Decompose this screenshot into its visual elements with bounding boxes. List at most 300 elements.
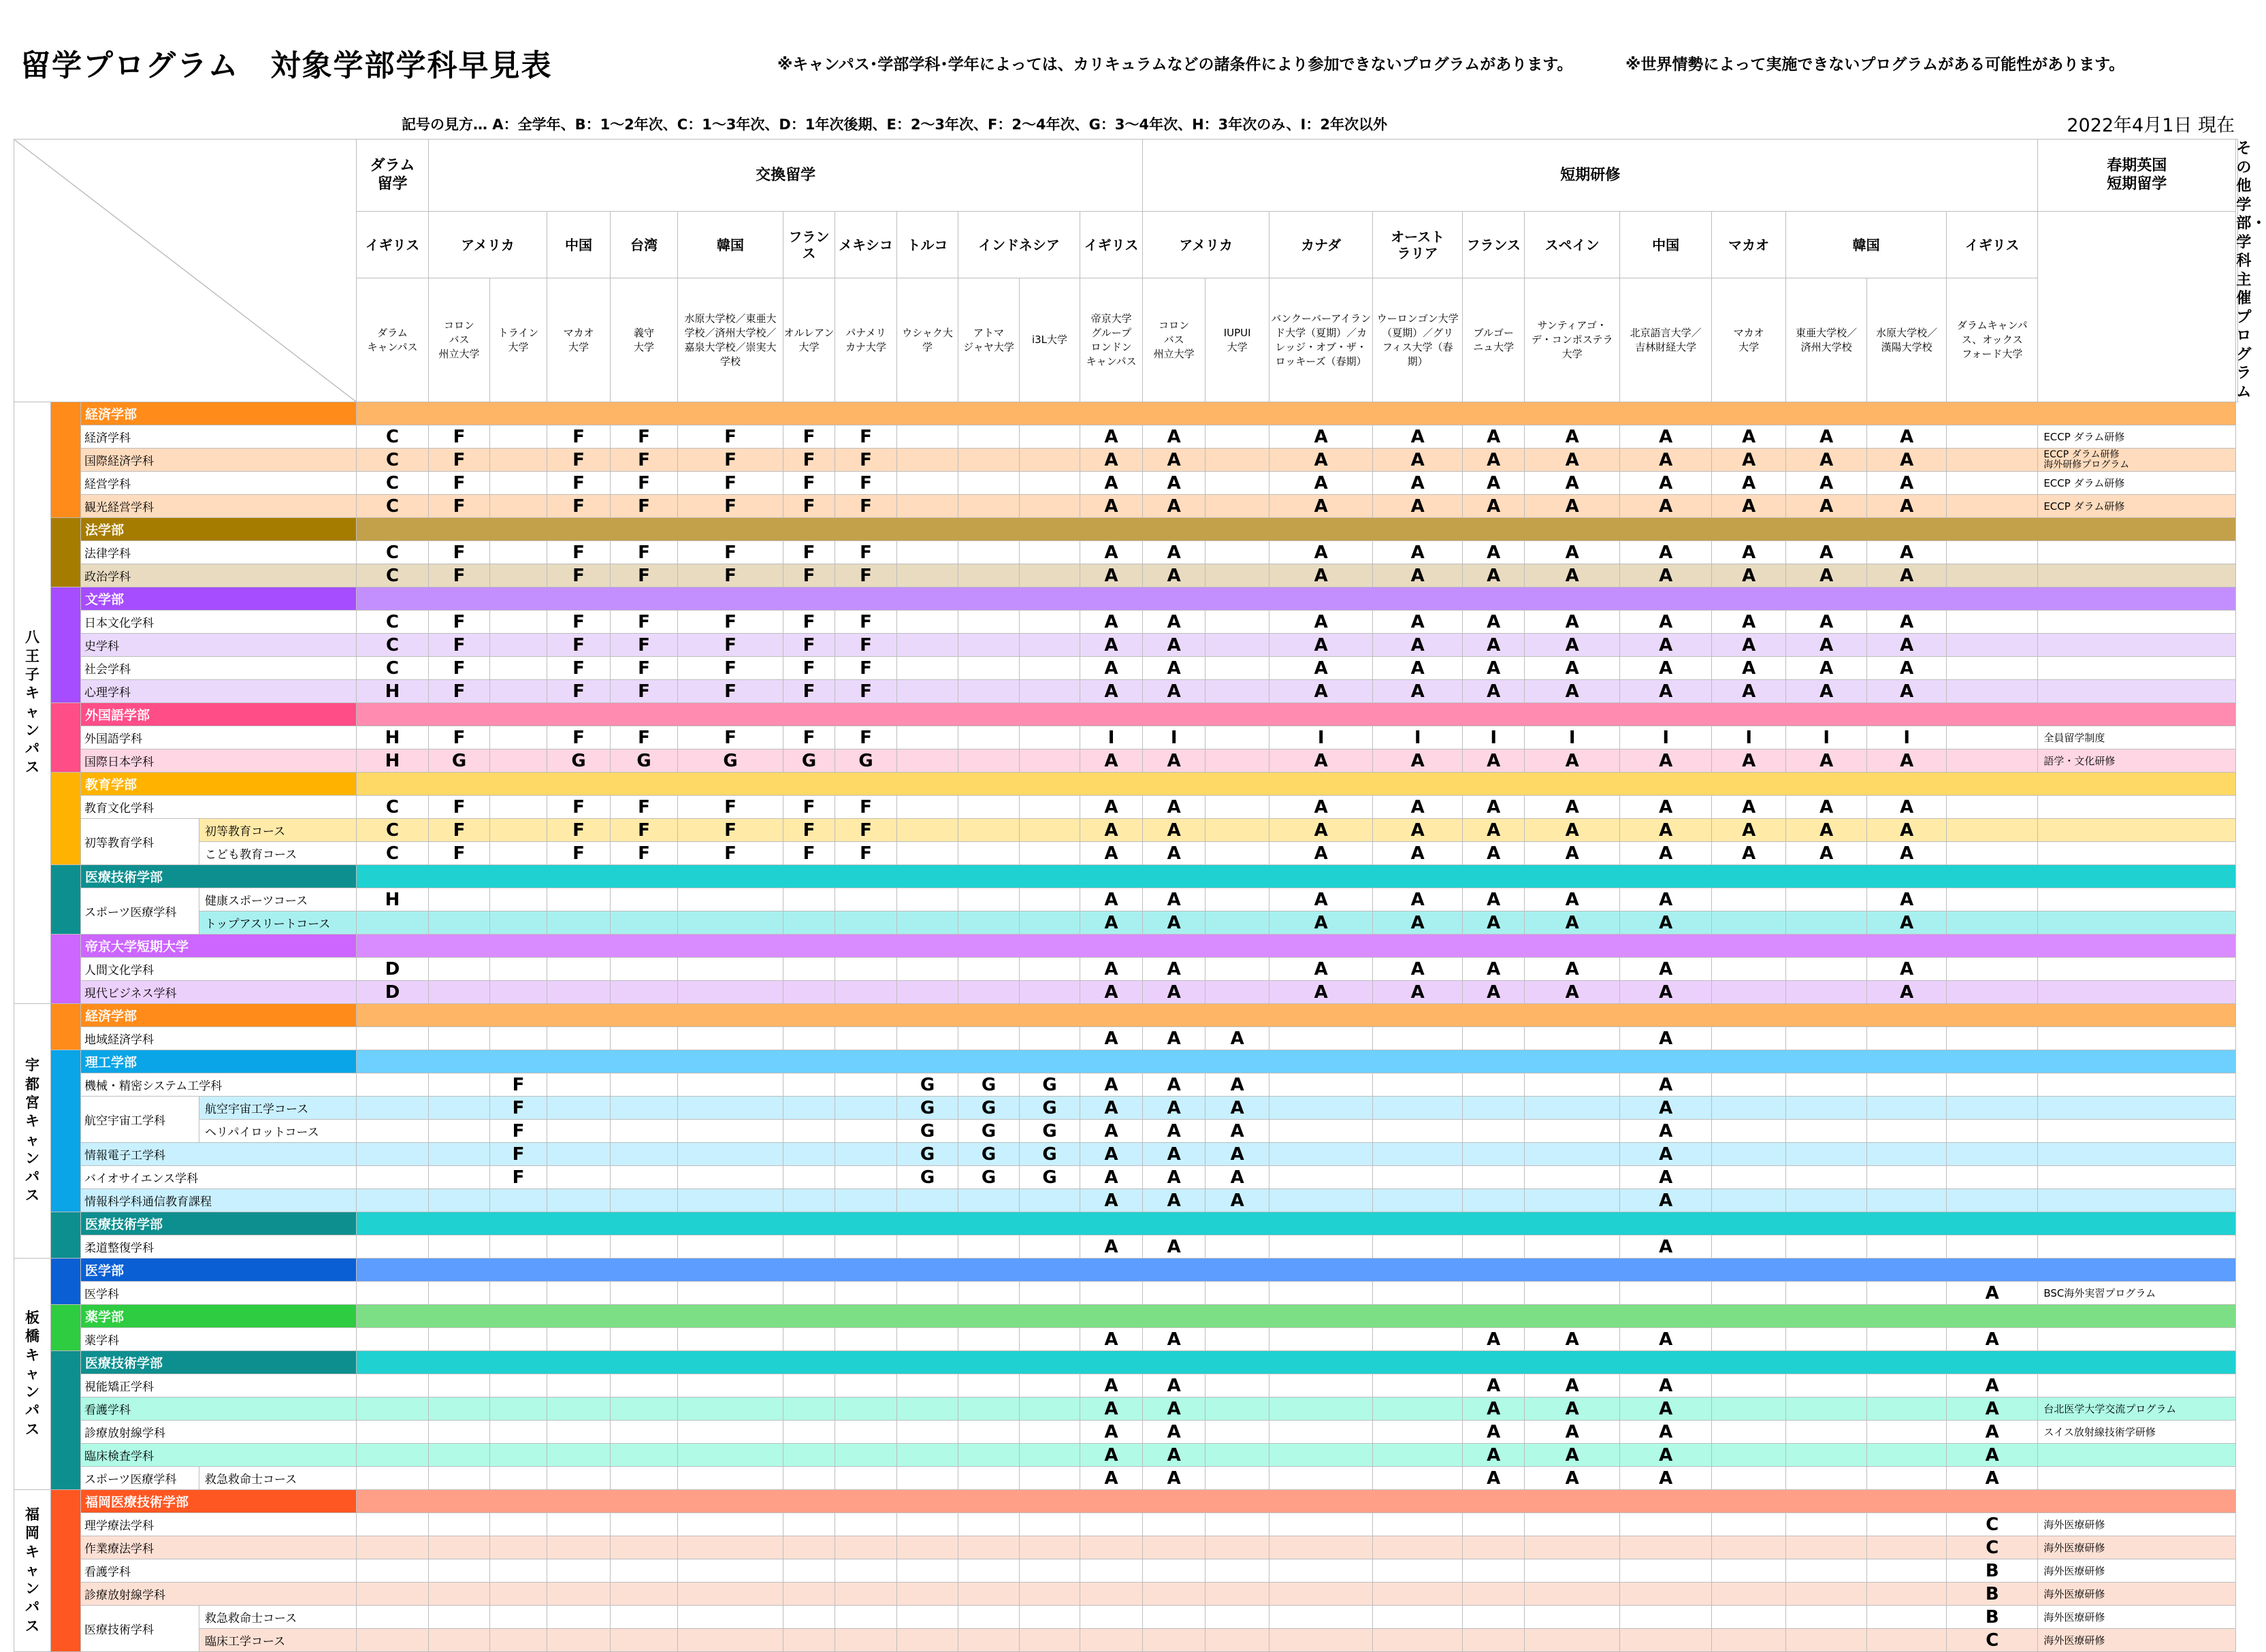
eligibility-cell: A xyxy=(1143,1143,1205,1166)
eligibility-cell xyxy=(1020,1513,1080,1536)
eligibility-cell xyxy=(1373,1606,1463,1629)
eligibility-cell xyxy=(1269,1073,1373,1097)
eligibility-cell xyxy=(1786,1143,1867,1166)
program-name: 看護学科 xyxy=(81,1397,357,1421)
other-program xyxy=(2038,564,2236,587)
eligibility-cell: F xyxy=(783,842,835,865)
eligibility-cell xyxy=(678,1120,783,1143)
department-band xyxy=(357,703,2236,726)
eligibility-cell: A xyxy=(1373,796,1463,819)
school-header: パナメリ カナ大学 xyxy=(835,278,897,402)
other-program: 海外医療研修 xyxy=(2038,1536,2236,1559)
eligibility-cell xyxy=(958,726,1020,749)
country-header: 中国 xyxy=(547,211,611,278)
country-header: 韓国 xyxy=(1786,211,1947,278)
eligibility-cell: A xyxy=(1373,888,1463,911)
eligibility-cell xyxy=(678,1143,783,1166)
eligibility-cell xyxy=(1525,1166,1620,1189)
eligibility-cell xyxy=(958,657,1020,680)
column-group-header: 交換留学 xyxy=(429,140,1143,212)
eligibility-cell: F xyxy=(429,680,490,703)
eligibility-cell xyxy=(1373,1189,1463,1212)
department-name: 医療技術学部 xyxy=(81,1212,357,1235)
eligibility-cell xyxy=(783,1421,835,1444)
eligibility-cell xyxy=(490,611,547,634)
eligibility-cell: A xyxy=(1080,1421,1143,1444)
eligibility-cell xyxy=(958,1328,1020,1351)
other-program: 海外医療研修 xyxy=(2038,1513,2236,1536)
eligibility-cell xyxy=(958,1444,1020,1467)
eligibility-cell: A xyxy=(1620,1467,1712,1490)
eligibility-cell: F xyxy=(429,819,490,842)
eligibility-cell: A xyxy=(1786,634,1867,657)
eligibility-cell xyxy=(1020,1328,1080,1351)
eligibility-cell xyxy=(1269,1282,1373,1305)
eligibility-cell xyxy=(783,1374,835,1397)
country-header: イギリス xyxy=(1080,211,1143,278)
eligibility-cell: A xyxy=(1786,842,1867,865)
eligibility-cell xyxy=(1867,1120,1947,1143)
program-name: 史学科 xyxy=(81,634,357,657)
eligibility-cell xyxy=(357,1536,429,1559)
eligibility-cell xyxy=(490,981,547,1004)
eligibility-cell: A xyxy=(1525,611,1620,634)
eligibility-cell: A xyxy=(1712,749,1786,773)
eligibility-cell xyxy=(1947,911,2038,935)
school-header: 義守 大学 xyxy=(611,278,678,402)
other-program xyxy=(2038,1467,2236,1490)
eligibility-cell: A xyxy=(1080,449,1143,472)
eligibility-cell xyxy=(1712,1513,1786,1536)
eligibility-cell: A xyxy=(1620,495,1712,518)
eligibility-cell: A xyxy=(1463,1374,1525,1397)
eligibility-cell xyxy=(490,1374,547,1397)
eligibility-cell xyxy=(1205,1513,1269,1536)
eligibility-cell xyxy=(835,1467,897,1490)
eligibility-cell: G xyxy=(611,749,678,773)
eligibility-cell: A xyxy=(1080,958,1143,981)
eligibility-cell: A xyxy=(1080,888,1143,911)
eligibility-cell xyxy=(1947,1235,2038,1259)
other-program xyxy=(2038,1235,2236,1259)
eligibility-cell xyxy=(1867,1606,1947,1629)
eligibility-cell xyxy=(1867,1444,1947,1467)
eligibility-cell: A xyxy=(1080,1444,1143,1467)
eligibility-cell: A xyxy=(1143,680,1205,703)
eligibility-cell: F xyxy=(611,611,678,634)
eligibility-cell xyxy=(678,1189,783,1212)
eligibility-cell xyxy=(958,958,1020,981)
eligibility-cell xyxy=(835,1328,897,1351)
eligibility-cell: A xyxy=(1080,541,1143,564)
eligibility-cell xyxy=(1205,749,1269,773)
other-program xyxy=(2038,981,2236,1004)
eligibility-cell: G xyxy=(1020,1143,1080,1166)
eligibility-cell xyxy=(1620,1583,1712,1606)
eligibility-cell xyxy=(1620,1629,1712,1652)
eligibility-cell xyxy=(1205,981,1269,1004)
eligibility-cell: I xyxy=(1867,726,1947,749)
school-header: コロン バス 州立大学 xyxy=(429,278,490,402)
eligibility-cell: A xyxy=(1463,958,1525,981)
eligibility-cell xyxy=(547,1583,611,1606)
eligibility-cell: A xyxy=(1143,842,1205,865)
eligibility-cell xyxy=(611,1189,678,1212)
eligibility-cell: I xyxy=(1463,726,1525,749)
school-header: トライン 大学 xyxy=(490,278,547,402)
eligibility-cell xyxy=(835,1097,897,1120)
eligibility-cell xyxy=(547,911,611,935)
eligibility-cell: F xyxy=(429,472,490,495)
eligibility-cell xyxy=(357,1073,429,1097)
eligibility-cell xyxy=(897,657,958,680)
eligibility-cell xyxy=(1525,1143,1620,1166)
eligibility-cell xyxy=(678,1421,783,1444)
eligibility-cell xyxy=(1525,1189,1620,1212)
eligibility-cell: A xyxy=(1786,425,1867,449)
eligibility-cell: F xyxy=(783,819,835,842)
eligibility-cell xyxy=(897,1536,958,1559)
eligibility-cell: A xyxy=(1620,1444,1712,1467)
eligibility-cell xyxy=(1020,1467,1080,1490)
eligibility-cell xyxy=(897,1397,958,1421)
eligibility-cell xyxy=(490,1629,547,1652)
department-color-bar xyxy=(51,1490,81,1652)
eligibility-cell: A xyxy=(1525,1374,1620,1397)
eligibility-cell xyxy=(897,449,958,472)
eligibility-cell: F xyxy=(429,657,490,680)
eligibility-cell xyxy=(1947,680,2038,703)
eligibility-cell: A xyxy=(1620,842,1712,865)
eligibility-cell: A xyxy=(1080,1235,1143,1259)
eligibility-cell xyxy=(490,911,547,935)
eligibility-cell xyxy=(1205,495,1269,518)
country-header: マカオ xyxy=(1712,211,1786,278)
eligibility-cell: A xyxy=(1525,888,1620,911)
eligibility-cell: A xyxy=(1525,749,1620,773)
eligibility-cell xyxy=(783,911,835,935)
eligibility-cell xyxy=(1269,1559,1373,1583)
eligibility-cell xyxy=(835,958,897,981)
eligibility-cell xyxy=(1205,680,1269,703)
eligibility-cell xyxy=(1947,1143,2038,1166)
eligibility-cell: F xyxy=(783,425,835,449)
eligibility-cell: F xyxy=(429,726,490,749)
other-program xyxy=(2038,680,2236,703)
eligibility-cell xyxy=(1373,1120,1463,1143)
eligibility-cell: F xyxy=(547,657,611,680)
eligibility-cell: G xyxy=(429,749,490,773)
eligibility-cell: A xyxy=(1463,495,1525,518)
eligibility-cell xyxy=(1020,449,1080,472)
department-color-bar xyxy=(51,773,81,865)
eligibility-cell: A xyxy=(1867,958,1947,981)
eligibility-cell xyxy=(1525,1629,1620,1652)
eligibility-cell xyxy=(611,1143,678,1166)
eligibility-cell xyxy=(490,495,547,518)
eligibility-cell: A xyxy=(1143,958,1205,981)
program-name: 日本文化学科 xyxy=(81,611,357,634)
eligibility-cell xyxy=(1867,1536,1947,1559)
eligibility-cell xyxy=(357,1027,429,1050)
eligibility-cell: F xyxy=(547,449,611,472)
eligibility-cell xyxy=(835,1559,897,1583)
eligibility-cell xyxy=(547,1536,611,1559)
eligibility-cell xyxy=(611,1374,678,1397)
eligibility-cell xyxy=(1463,1583,1525,1606)
eligibility-cell: F xyxy=(678,680,783,703)
eligibility-cell: A xyxy=(1080,819,1143,842)
campus-label xyxy=(14,402,51,1004)
course-name: ヘリパイロットコース xyxy=(199,1120,357,1143)
eligibility-cell xyxy=(1463,1120,1525,1143)
eligibility-cell: F xyxy=(835,634,897,657)
school-header: ウシャク大 学 xyxy=(897,278,958,402)
eligibility-cell xyxy=(1205,1536,1269,1559)
eligibility-cell xyxy=(835,1143,897,1166)
eligibility-cell xyxy=(1020,495,1080,518)
eligibility-cell: A xyxy=(1205,1073,1269,1097)
eligibility-cell xyxy=(1947,1097,2038,1120)
eligibility-cell: F xyxy=(678,634,783,657)
eligibility-cell xyxy=(1373,1513,1463,1536)
eligibility-cell xyxy=(1205,1328,1269,1351)
eligibility-cell: H xyxy=(357,680,429,703)
eligibility-cell xyxy=(1269,1606,1373,1629)
eligibility-cell xyxy=(1712,981,1786,1004)
school-header: マカオ 大学 xyxy=(547,278,611,402)
eligibility-cell: C xyxy=(1947,1513,2038,1536)
eligibility-cell: F xyxy=(547,472,611,495)
eligibility-cell: A xyxy=(1080,680,1143,703)
eligibility-cell xyxy=(958,911,1020,935)
eligibility-cell xyxy=(1712,1629,1786,1652)
other-program: 海外医療研修 xyxy=(2038,1629,2236,1652)
eligibility-cell xyxy=(611,1536,678,1559)
eligibility-cell xyxy=(897,1235,958,1259)
eligibility-cell: F xyxy=(835,449,897,472)
eligibility-cell xyxy=(897,1421,958,1444)
eligibility-cell: A xyxy=(1620,819,1712,842)
eligibility-cell: A xyxy=(1463,657,1525,680)
eligibility-cell: A xyxy=(1620,1328,1712,1351)
eligibility-cell: A xyxy=(1143,1189,1205,1212)
campus-name: 福岡キャンパス xyxy=(25,1506,39,1634)
eligibility-cell xyxy=(1947,1166,2038,1189)
eligibility-cell: F xyxy=(611,634,678,657)
eligibility-cell xyxy=(429,1467,490,1490)
eligibility-cell xyxy=(1525,1606,1620,1629)
eligibility-cell xyxy=(490,1282,547,1305)
eligibility-cell: A xyxy=(1620,958,1712,981)
eligibility-cell: A xyxy=(1463,541,1525,564)
department-name: 教育学部 xyxy=(81,773,357,796)
eligibility-cell: F xyxy=(547,796,611,819)
eligibility-cell xyxy=(1947,1189,2038,1212)
eligibility-cell xyxy=(547,1189,611,1212)
eligibility-cell: A xyxy=(1620,449,1712,472)
eligibility-cell: A xyxy=(1269,634,1373,657)
eligibility-cell xyxy=(678,1559,783,1583)
eligibility-cell xyxy=(1143,1282,1205,1305)
eligibility-cell xyxy=(429,911,490,935)
eligibility-cell xyxy=(1786,1444,1867,1467)
eligibility-cell xyxy=(429,1559,490,1583)
eligibility-cell xyxy=(1712,1583,1786,1606)
eligibility-cell: F xyxy=(611,472,678,495)
eligibility-cell: A xyxy=(1525,911,1620,935)
eligibility-cell xyxy=(1269,1166,1373,1189)
eligibility-cell xyxy=(1867,1467,1947,1490)
country-header: トルコ xyxy=(897,211,958,278)
eligibility-cell: A xyxy=(1373,634,1463,657)
other-program: 語学・文化研修 xyxy=(2038,749,2236,773)
school-header: 水原大学校／東亜大 学校／済州大学校／ 嘉泉大学校／崇実大 学校 xyxy=(678,278,783,402)
eligibility-cell: A xyxy=(1205,1097,1269,1120)
eligibility-cell: F xyxy=(490,1143,547,1166)
eligibility-cell xyxy=(1463,1166,1525,1189)
department-name: 理工学部 xyxy=(81,1050,357,1073)
eligibility-cell xyxy=(897,1282,958,1305)
campus-name: 宇都宮キャンパス xyxy=(25,1057,39,1204)
eligibility-cell: B xyxy=(1947,1606,2038,1629)
column-group-header: その他 学部・学科主催 プログラム xyxy=(2236,140,2266,401)
other-program xyxy=(2038,1166,2236,1189)
eligibility-cell xyxy=(357,1166,429,1189)
eligibility-cell: F xyxy=(547,495,611,518)
eligibility-cell xyxy=(1205,1397,1269,1421)
country-header: 韓国 xyxy=(678,211,783,278)
other-program: 台北医学大学交流プログラム xyxy=(2038,1397,2236,1421)
eligibility-cell: A xyxy=(1373,981,1463,1004)
eligibility-cell: F xyxy=(678,842,783,865)
eligibility-cell: C xyxy=(357,842,429,865)
eligibility-cell xyxy=(897,1189,958,1212)
school-header: i3L大学 xyxy=(1020,278,1080,402)
eligibility-cell: A xyxy=(1269,495,1373,518)
eligibility-cell xyxy=(429,1397,490,1421)
eligibility-cell xyxy=(1525,1282,1620,1305)
eligibility-cell xyxy=(958,1513,1020,1536)
eligibility-cell xyxy=(678,1513,783,1536)
eligibility-cell xyxy=(1020,1027,1080,1050)
column-group-header: 春期英国 短期留学 xyxy=(2038,140,2236,212)
eligibility-cell: A xyxy=(1947,1374,2038,1397)
program-name: 政治学科 xyxy=(81,564,357,587)
eligibility-cell: A xyxy=(1205,1189,1269,1212)
eligibility-cell: F xyxy=(611,541,678,564)
eligibility-cell: A xyxy=(1373,449,1463,472)
eligibility-cell xyxy=(897,1606,958,1629)
eligibility-cell xyxy=(1867,1513,1947,1536)
eligibility-cell: A xyxy=(1080,911,1143,935)
eligibility-cell xyxy=(1947,796,2038,819)
eligibility-cell xyxy=(783,1583,835,1606)
eligibility-cell: A xyxy=(1620,1120,1712,1143)
eligibility-cell xyxy=(1080,1536,1143,1559)
eligibility-cell xyxy=(490,1513,547,1536)
eligibility-cell: A xyxy=(1080,981,1143,1004)
eligibility-cell xyxy=(1269,1513,1373,1536)
eligibility-cell: A xyxy=(1525,657,1620,680)
eligibility-cell xyxy=(611,1166,678,1189)
eligibility-cell: A xyxy=(1463,472,1525,495)
notice-curriculum: ※キャンパス･学部学科･学年によっては、カリキュラムなどの諸条件により参加できないプログラムがあります。 xyxy=(777,56,1573,74)
eligibility-cell xyxy=(958,634,1020,657)
eligibility-cell xyxy=(1712,1328,1786,1351)
eligibility-cell: A xyxy=(1373,749,1463,773)
eligibility-cell xyxy=(1269,1189,1373,1212)
eligibility-cell xyxy=(835,1536,897,1559)
eligibility-cell xyxy=(1463,1097,1525,1120)
eligibility-cell xyxy=(429,1328,490,1351)
eligibility-cell xyxy=(1947,888,2038,911)
eligibility-cell xyxy=(897,842,958,865)
eligibility-cell xyxy=(958,796,1020,819)
department-color-bar xyxy=(51,1305,81,1351)
campus-label xyxy=(14,1259,51,1490)
program-name: 社会学科 xyxy=(81,657,357,680)
eligibility-cell xyxy=(678,1536,783,1559)
eligibility-cell: F xyxy=(547,680,611,703)
other-program xyxy=(2038,1374,2236,1397)
eligibility-cell xyxy=(429,1513,490,1536)
eligibility-cell xyxy=(835,1282,897,1305)
eligibility-cell xyxy=(897,680,958,703)
eligibility-cell: A xyxy=(1143,449,1205,472)
eligibility-cell xyxy=(1463,1513,1525,1536)
eligibility-cell: G xyxy=(1020,1120,1080,1143)
eligibility-cell xyxy=(611,1559,678,1583)
eligibility-cell xyxy=(429,1235,490,1259)
eligibility-cell: F xyxy=(611,842,678,865)
eligibility-cell: A xyxy=(1143,472,1205,495)
eligibility-cell xyxy=(835,1583,897,1606)
eligibility-cell: A xyxy=(1712,842,1786,865)
eligibility-cell xyxy=(547,1629,611,1652)
eligibility-cell xyxy=(1373,1467,1463,1490)
country-header: カナダ xyxy=(1269,211,1373,278)
eligibility-cell: C xyxy=(357,564,429,587)
eligibility-cell xyxy=(547,1097,611,1120)
eligibility-cell xyxy=(547,1444,611,1467)
course-name: トップアスリートコース xyxy=(199,911,357,935)
department-band xyxy=(357,773,2236,796)
eligibility-cell: A xyxy=(1373,842,1463,865)
eligibility-cell xyxy=(611,981,678,1004)
eligibility-cell: F xyxy=(835,726,897,749)
eligibility-cell xyxy=(490,1235,547,1259)
program-name: 医療技術学科 xyxy=(81,1606,199,1652)
eligibility-cell xyxy=(1205,1467,1269,1490)
eligibility-cell: F xyxy=(835,495,897,518)
eligibility-cell xyxy=(1143,1536,1205,1559)
eligibility-cell xyxy=(678,1328,783,1351)
eligibility-cell xyxy=(678,958,783,981)
eligibility-cell xyxy=(1620,1513,1712,1536)
eligibility-cell xyxy=(611,1513,678,1536)
eligibility-cell: A xyxy=(1786,472,1867,495)
header-corner xyxy=(14,140,357,402)
eligibility-cell xyxy=(1373,1282,1463,1305)
eligibility-cell xyxy=(490,1583,547,1606)
eligibility-cell: A xyxy=(1463,1328,1525,1351)
eligibility-cell xyxy=(1269,1235,1373,1259)
eligibility-cell: A xyxy=(1867,495,1947,518)
course-name: こども教育コース xyxy=(199,842,357,865)
eligibility-cell: A xyxy=(1463,1397,1525,1421)
eligibility-cell: A xyxy=(1080,564,1143,587)
